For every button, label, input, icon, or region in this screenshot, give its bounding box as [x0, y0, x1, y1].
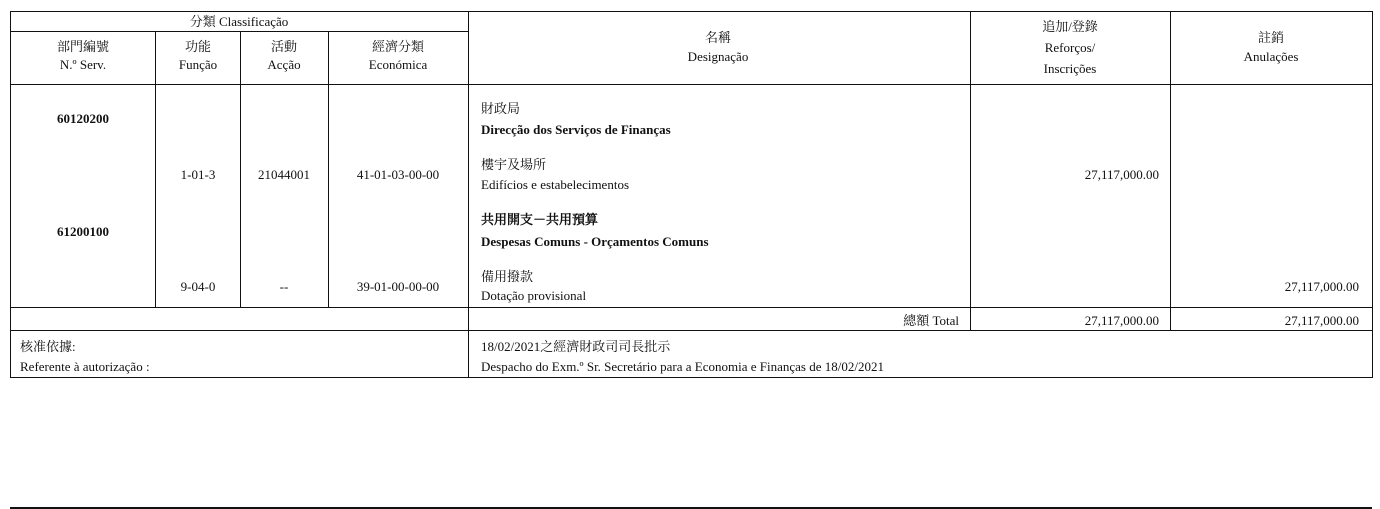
total-anulacoes: 27,117,000.00 — [1284, 313, 1359, 328]
authorization-label-pt: Referente à autorização : — [20, 359, 150, 374]
header-anulacoes-pt: Anulações — [1243, 49, 1299, 64]
row-reforcos-amount: 27,117,000.00 — [1084, 167, 1159, 182]
row-funcao: 9-04-0 — [180, 279, 216, 294]
header-reforcos-pt2: Inscrições — [1043, 61, 1097, 76]
col-divider-economica — [468, 11, 469, 378]
total-top-border-line — [10, 307, 1372, 308]
header-bottom-border — [10, 84, 1372, 85]
classification-underline — [10, 31, 468, 32]
total-reforcos: 27,117,000.00 — [1084, 313, 1159, 328]
row-name-zh: 財政局 — [481, 101, 521, 116]
table-bottom-border — [10, 377, 1372, 378]
total-bottom-border — [10, 330, 1372, 331]
header-reforcos-pt1: Reforços/ — [1044, 40, 1096, 55]
header-designacao-pt: Designação — [687, 49, 749, 64]
col-divider-accao — [328, 31, 329, 308]
table-right-border — [1372, 11, 1373, 378]
row-name-zh: 樓宇及場所 — [481, 157, 547, 172]
row-name-pt: Dotação provisional — [481, 288, 587, 303]
col-divider-reforcos — [1170, 11, 1171, 331]
row-name-pt: Despesas Comuns - Orçamentos Comuns — [481, 234, 709, 249]
row-name-pt: Edifícios e estabelecimentos — [481, 177, 630, 192]
row-serv-code: 60120200 — [57, 111, 109, 126]
row-serv-code: 61200100 — [57, 224, 109, 239]
col-divider-funcao — [240, 31, 241, 308]
header-accao-zh: 活動 — [270, 39, 298, 54]
header-designacao-zh: 名稱 — [704, 30, 732, 45]
header-serv-pt: N.º Serv. — [59, 57, 107, 72]
header-accao-pt: Acção — [267, 57, 301, 72]
header-economica-zh: 經濟分類 — [371, 39, 425, 54]
header-funcao-zh: 功能 — [184, 39, 212, 54]
header-serv-zh: 部門編號 — [56, 39, 110, 54]
row-funcao: 1-01-3 — [180, 167, 216, 182]
header-classification: 分類 Classificação — [189, 14, 289, 29]
row-economica: 39-01-00-00-00 — [356, 279, 440, 294]
row-accao: 21044001 — [258, 167, 310, 182]
header-reforcos-zh: 追加/登錄 — [1042, 19, 1098, 34]
row-name-zh: 備用撥款 — [481, 269, 534, 284]
row-name-zh: 共用開支－共用預算 — [481, 212, 599, 227]
header-anulacoes-zh: 註銷 — [1257, 30, 1285, 45]
row-anulacoes-amount: 27,117,000.00 — [1284, 279, 1359, 294]
authorization-text-pt: Despacho do Exm.º Sr. Secretário para a Economia e Finanças de 18/02/2021 — [481, 359, 884, 374]
authorization-text-zh: 18/02/2021之經濟財政司司長批示 — [481, 339, 671, 354]
header-funcao-pt: Função — [178, 57, 218, 72]
authorization-label-zh: 核准依據: — [20, 339, 76, 354]
col-divider-designacao — [970, 11, 971, 331]
col-divider-serv — [155, 31, 156, 308]
table-top-border — [10, 11, 1372, 12]
row-economica: 41-01-03-00-00 — [356, 167, 440, 182]
table-left-border — [10, 11, 11, 378]
total-label: 總額 Total — [903, 313, 959, 328]
row-name-pt: Direcção dos Serviços de Finanças — [481, 122, 671, 137]
header-economica-pt: Económica — [368, 57, 428, 72]
row-accao: -- — [279, 279, 289, 294]
